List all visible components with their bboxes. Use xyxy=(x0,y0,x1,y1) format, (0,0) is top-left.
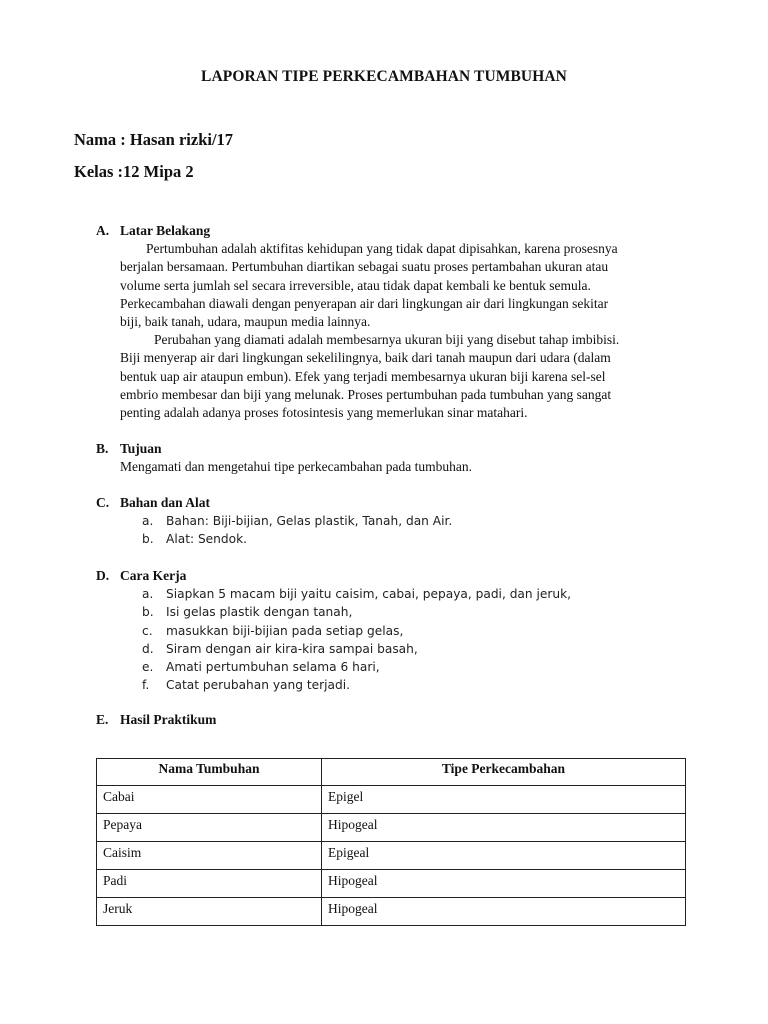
section-text: Mengamati dan mengetahui tipe perkecambahan pada tumbuhan. xyxy=(120,459,472,475)
list-item xyxy=(142,530,696,548)
list-item xyxy=(142,603,696,621)
paragraph-line: Biji menyerap air dari lingkungan sekelilingnya, baik dari tanah maupun dari udara (dalam xyxy=(120,350,611,366)
table-cell: Epigel xyxy=(322,786,686,814)
section-title: Latar Belakang xyxy=(120,223,211,238)
table-row xyxy=(97,842,686,870)
section-letter: E. xyxy=(96,712,109,727)
section-bahan-alat xyxy=(96,494,696,549)
paragraph-line: Perubahan yang diamati adalah membesarnya ukuran biji yang disebut tahap imbibisi. xyxy=(154,332,620,348)
table-cell: Epigeal xyxy=(322,842,686,870)
list-marker: a. xyxy=(142,587,154,602)
table-cell: Cabai xyxy=(97,786,322,814)
section-letter: A. xyxy=(96,223,110,238)
materials-list xyxy=(142,512,696,548)
section-body xyxy=(120,240,694,422)
paragraph-line: berjalan bersamaan. Pertumbuhan diartikan sebagai suatu proses pertambahan ukuran atau xyxy=(120,259,609,275)
list-item-text: masukkan biji-bijian pada setiap gelas, xyxy=(166,623,404,638)
list-marker: c. xyxy=(142,623,153,638)
list-item xyxy=(142,658,696,676)
section-title: Hasil Praktikum xyxy=(120,712,217,727)
section-heading xyxy=(96,494,696,512)
list-item-text: Catat perubahan yang terjadi. xyxy=(166,678,350,693)
list-marker: f. xyxy=(142,678,150,693)
paragraph-line: Perkecambahan diawali dengan penyerapan air dari lingkungan air dari lingkungan sekitar xyxy=(120,295,609,311)
table-row xyxy=(97,898,686,926)
table-row xyxy=(97,870,686,898)
list-marker: b. xyxy=(142,532,154,547)
table-cell: Hipogeal xyxy=(322,898,686,926)
document-title: LAPORAN TIPE PERKECAMBAHAN TUMBUHAN xyxy=(201,68,567,85)
list-item-text: Isi gelas plastik dengan tanah, xyxy=(166,605,353,620)
column-header-type: Tipe Perkecambahan xyxy=(322,759,686,786)
list-item xyxy=(142,585,696,603)
list-item-text: Bahan: Biji-bijian, Gelas plastik, Tanah, dan Air. xyxy=(166,514,453,529)
paragraph-line: Pertumbuhan adalah aktifitas kehidupan yang tidak dapat dipisahkan, karena prosesnya xyxy=(146,241,618,257)
table-cell: Hipogeal xyxy=(322,870,686,898)
table-cell: Jeruk xyxy=(97,898,322,926)
student-name: Nama : Hasan rizki/17 xyxy=(74,130,234,149)
section-letter: B. xyxy=(96,441,109,456)
procedure-list xyxy=(142,585,696,694)
section-title: Tujuan xyxy=(120,441,162,456)
paragraph-1 xyxy=(120,240,694,331)
section-tujuan xyxy=(96,440,696,476)
list-item xyxy=(142,640,696,658)
section-heading xyxy=(96,711,696,729)
table-header-row xyxy=(97,759,686,786)
list-marker: d. xyxy=(142,641,154,656)
section-heading xyxy=(96,440,696,458)
list-item-text: Siram dengan air kira-kira sampai basah, xyxy=(166,641,418,656)
section-latar-belakang xyxy=(96,222,696,422)
list-item xyxy=(142,512,696,530)
list-item-text: Alat: Sendok. xyxy=(166,532,248,547)
list-marker: e. xyxy=(142,660,154,675)
table-cell: Hipogeal xyxy=(322,814,686,842)
table-cell: Padi xyxy=(97,870,322,898)
column-header-plant: Nama Tumbuhan xyxy=(97,759,322,786)
list-marker: a. xyxy=(142,514,154,529)
section-title: Bahan dan Alat xyxy=(120,495,211,510)
table-cell: Caisim xyxy=(97,842,322,870)
list-item-text: Siapkan 5 macam biji yaitu caisim, cabai, pepaya, padi, dan jeruk, xyxy=(166,587,572,602)
results-table xyxy=(96,758,686,926)
paragraph-line: bentuk uap air ataupun embun). Efek yang terjadi membesarnya ukuran biji karena sel-sel xyxy=(120,368,606,384)
section-cara-kerja xyxy=(96,567,696,694)
section-heading xyxy=(96,567,696,585)
section-heading xyxy=(96,222,696,240)
paragraph-2 xyxy=(120,331,694,422)
table-cell: Pepaya xyxy=(97,814,322,842)
section-hasil-praktikum xyxy=(96,711,696,729)
list-item-text: Amati pertumbuhan selama 6 hari, xyxy=(166,660,380,675)
student-class: Kelas :12 Mipa 2 xyxy=(74,162,194,181)
paragraph-line: biji, baik tanah, udara, maupun media lainnya. xyxy=(120,314,371,330)
table-row xyxy=(97,786,686,814)
paragraph-line: penting adalah adanya proses fotosintesis yang memerlukan sinar matahari. xyxy=(120,405,528,421)
section-letter: D. xyxy=(96,568,110,583)
list-item xyxy=(142,622,696,640)
list-item xyxy=(142,676,696,694)
section-title: Cara Kerja xyxy=(120,568,187,583)
list-marker: b. xyxy=(142,605,154,620)
paragraph-line: embrio membesar dan biji yang melunak. Proses pertumbuhan pada tumbuhan yang sangat xyxy=(120,386,612,402)
paragraph-line: volume serta jumlah sel secara irreversible, atau tidak dapat kembali ke bentuk semula. xyxy=(120,277,591,293)
table-row xyxy=(97,814,686,842)
section-letter: C. xyxy=(96,495,110,510)
